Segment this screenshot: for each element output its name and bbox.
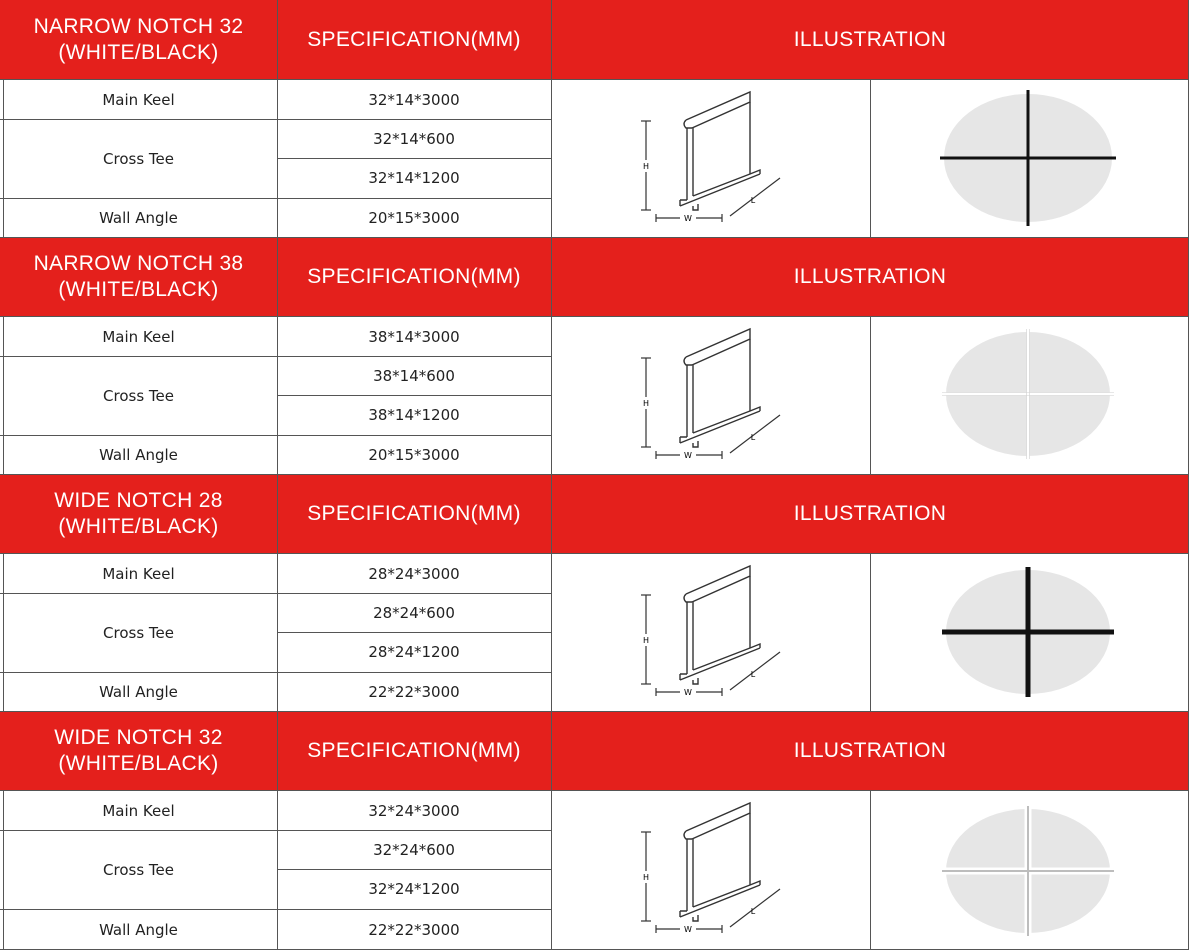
grid-line <box>0 316 1189 317</box>
grid-line <box>277 0 278 950</box>
spec-value-cross-tee-600: 32*24*600 <box>373 840 455 859</box>
section-title-cell <box>0 474 277 553</box>
grid-line <box>277 869 551 870</box>
spec-value-wall-angle: 20*15*3000 <box>368 445 460 464</box>
joint-detail-wide-dark <box>942 567 1114 697</box>
spec-value-cross-tee-600: 38*14*600 <box>373 366 455 385</box>
tee-profile-diagram <box>630 562 790 707</box>
grid-line <box>3 791 4 950</box>
illustration-header-cell <box>551 237 1189 316</box>
row-label-wall-angle: Wall Angle <box>99 445 178 464</box>
section-title: WIDE NOTCH 28 (WHITE/BLACK) <box>54 488 223 538</box>
profile-length-label: L <box>750 433 756 442</box>
grid-line <box>3 80 4 237</box>
spec-header: SPECIFICATION(MM) <box>307 27 521 51</box>
spec-value-main-keel: 32*14*3000 <box>368 90 460 109</box>
grid-line <box>0 711 1189 712</box>
grid-line <box>0 237 1189 238</box>
row-label-cross-tee: Cross Tee <box>103 149 174 168</box>
profile-width-label: W <box>684 214 692 223</box>
grid-line <box>0 79 1189 80</box>
profile-length-label: L <box>750 907 756 916</box>
profile-height-label: H <box>642 162 650 171</box>
illustration-header-cell <box>551 711 1189 790</box>
row-label-main-keel: Main Keel <box>102 327 175 346</box>
illustration-header: ILLUSTRATION <box>793 501 947 525</box>
spec-value-cross-tee-1200: 28*24*1200 <box>368 643 460 661</box>
row-label-main-keel: Main Keel <box>102 801 175 820</box>
row-label-cross-tee: Cross Tee <box>103 386 174 405</box>
row-label-main-keel: Main Keel <box>102 564 175 583</box>
grid-line <box>0 553 1189 554</box>
tee-profile-diagram <box>630 325 790 470</box>
tee-profile-diagram <box>630 88 790 233</box>
profile-length-label: L <box>750 670 756 679</box>
grid-line <box>870 80 871 237</box>
grid-line <box>870 554 871 711</box>
row-label-wall-angle: Wall Angle <box>99 920 178 939</box>
joint-detail-wide-light <box>942 806 1114 936</box>
grid-line <box>3 554 4 711</box>
grid-line <box>870 317 871 474</box>
spec-header-cell <box>277 0 551 79</box>
illustration-header: ILLUSTRATION <box>793 27 947 51</box>
spec-header: SPECIFICATION(MM) <box>307 264 521 288</box>
profile-height-label: H <box>642 873 650 882</box>
illustration-header-cell <box>551 0 1189 79</box>
grid-line <box>0 593 551 594</box>
grid-line <box>0 119 551 120</box>
section-title: NARROW NOTCH 32 (WHITE/BLACK) <box>33 14 244 64</box>
spec-header-cell <box>277 711 551 790</box>
grid-line <box>277 158 551 159</box>
joint-detail-narrow-dark <box>940 90 1116 226</box>
spec-value-main-keel: 32*24*3000 <box>368 801 460 820</box>
row-label-wall-angle: Wall Angle <box>99 682 178 701</box>
spec-value-cross-tee-600: 28*24*600 <box>373 603 455 622</box>
grid-line <box>551 0 552 950</box>
spec-header-cell <box>277 237 551 316</box>
spec-header-cell <box>277 474 551 553</box>
profile-height-label: H <box>642 636 650 645</box>
grid-line <box>0 830 551 831</box>
spec-value-cross-tee-1200: 32*24*1200 <box>368 880 460 898</box>
grid-line <box>0 474 1189 475</box>
grid-line <box>870 791 871 950</box>
grid-line <box>0 356 551 357</box>
spec-value-main-keel: 28*24*3000 <box>368 564 460 583</box>
grid-line <box>277 395 551 396</box>
spec-value-wall-angle: 22*22*3000 <box>368 920 460 939</box>
grid-line <box>0 790 1189 791</box>
illustration-header-cell <box>551 474 1189 553</box>
tee-profile-diagram <box>630 799 790 944</box>
spec-header: SPECIFICATION(MM) <box>307 501 521 525</box>
profile-length-label: L <box>750 196 756 205</box>
row-label-wall-angle: Wall Angle <box>99 208 178 227</box>
spec-value-wall-angle: 22*22*3000 <box>368 682 460 701</box>
profile-width-label: W <box>684 451 692 460</box>
grid-line <box>277 632 551 633</box>
spec-value-cross-tee-1200: 38*14*1200 <box>368 406 460 424</box>
row-label-cross-tee: Cross Tee <box>103 623 174 642</box>
section-title-cell <box>0 711 277 790</box>
section-title: WIDE NOTCH 32 (WHITE/BLACK) <box>54 725 223 775</box>
profile-height-label: H <box>642 399 650 408</box>
joint-detail-narrow-light <box>942 329 1114 459</box>
spec-value-wall-angle: 20*15*3000 <box>368 208 460 227</box>
illustration-header: ILLUSTRATION <box>793 264 947 288</box>
spec-value-cross-tee-1200: 32*14*1200 <box>368 169 460 187</box>
section-title-cell <box>0 0 277 79</box>
profile-width-label: W <box>684 925 692 934</box>
grid-line <box>0 909 551 910</box>
grid-line <box>0 198 551 199</box>
grid-line <box>0 435 551 436</box>
profile-width-label: W <box>684 688 692 697</box>
grid-line <box>3 317 4 474</box>
row-label-main-keel: Main Keel <box>102 90 175 109</box>
section-title-cell <box>0 237 277 316</box>
row-label-cross-tee: Cross Tee <box>103 860 174 879</box>
grid-line <box>0 672 551 673</box>
spec-header: SPECIFICATION(MM) <box>307 738 521 762</box>
illustration-header: ILLUSTRATION <box>793 738 947 762</box>
spec-value-main-keel: 38*14*3000 <box>368 327 460 346</box>
section-title: NARROW NOTCH 38 (WHITE/BLACK) <box>33 251 244 301</box>
spec-value-cross-tee-600: 32*14*600 <box>373 129 455 148</box>
